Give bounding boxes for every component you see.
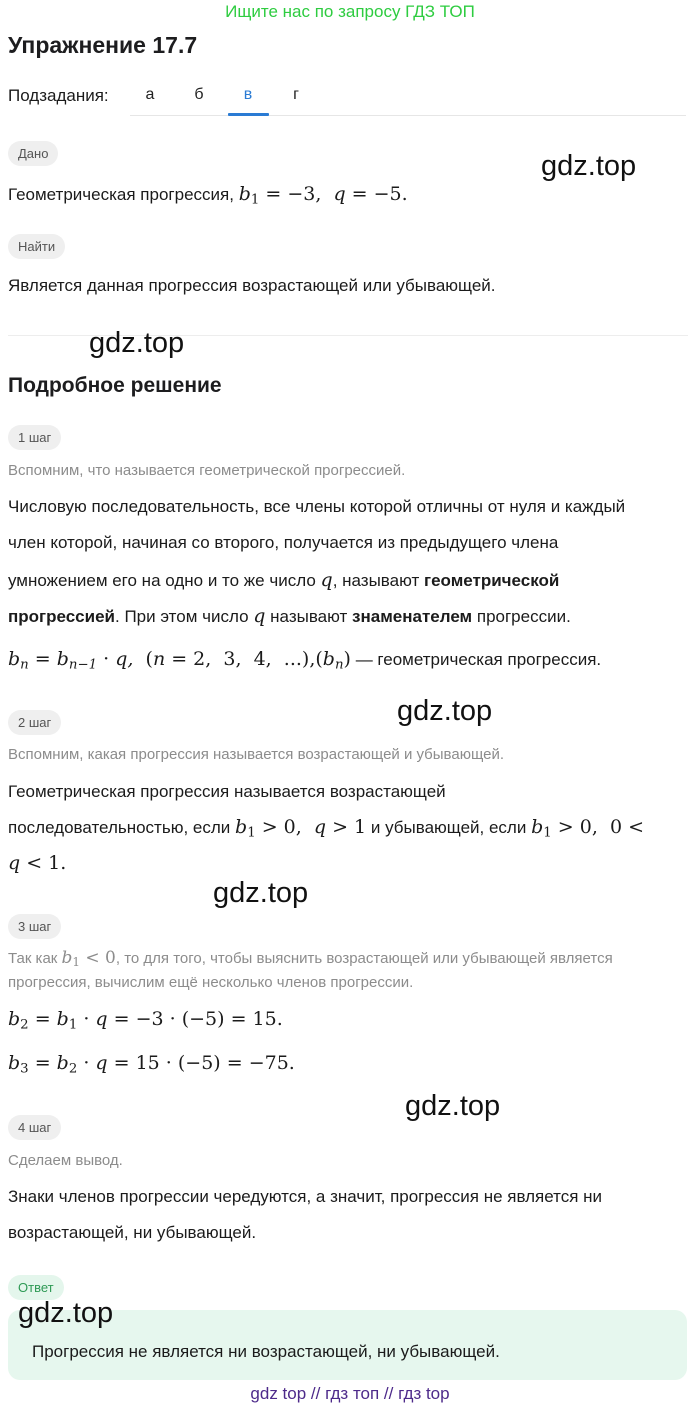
tab-v[interactable]: в (243, 86, 253, 103)
active-tab-indicator (228, 113, 269, 116)
step-2-pill: 2 шаг (8, 710, 61, 735)
watermark: gdz.top (397, 695, 493, 727)
watermark: gdz.top (405, 1090, 501, 1122)
given-text (8, 183, 408, 207)
step-3-pill: 3 шаг (8, 914, 61, 939)
given-pill: Дано (8, 141, 58, 166)
step-3-hint-a: Так как (8, 950, 58, 967)
step-2-line-3 (8, 852, 66, 874)
step-1-hint: Вспомним, что называется геометрической прогрессией. (8, 462, 406, 479)
term-denominator: знаменателем (352, 607, 473, 626)
step-1-line-3-b: , называют (332, 571, 420, 590)
given-label: Геометрическая прогрессия, (8, 185, 234, 204)
step-4-line-2: возрастающей, ни убывающей. (8, 1223, 257, 1242)
decreasing-condition-a: $b_1 > 0$, 0 < (531, 816, 644, 841)
step-1-line-4-c: прогрессии. (476, 607, 571, 626)
step-2-line-2-b: и убывающей, если (370, 818, 527, 837)
b2-formula: $b_2 = b_1 \cdot q = -3 \cdot (-5) = 15$. (8, 1008, 283, 1033)
step-3-hint-b: , то для того, чтобы выяснить возрастающей или убывающей является (115, 950, 613, 967)
step-3-hint (8, 948, 613, 969)
step-1-line-4-a: . При этом число (115, 607, 249, 626)
step-1-formula-tail: — геометрическая прогрессия. (355, 650, 602, 669)
step-1-line-1: Числовую последовательность, все члены которой отличны от нуля и каждый (8, 497, 626, 516)
step-4-hint: Сделаем вывод. (8, 1152, 123, 1169)
tabs-divider (130, 115, 686, 116)
increasing-condition: $b_1 > 0$, q > 1 (235, 816, 367, 841)
term-progression: прогрессией (8, 607, 115, 626)
b3-formula: $b_3 = b_2 \cdot q = 15 \cdot (-5) = -75$. (8, 1052, 295, 1077)
step-1-pill: 1 шаг (8, 425, 61, 450)
footer-links[interactable]: gdz top // гдз топ // гдз top (250, 1384, 450, 1403)
step-2-line-1: Геометрическая прогрессия называется возрастающей (8, 782, 446, 801)
subtasks-label: Подзадания: (8, 86, 109, 105)
top-banner: Ищите нас по запросу ГДЗ ТОП (225, 2, 475, 21)
step-1-line-4-b: называют (270, 607, 348, 626)
answer-text: Прогрессия не является ни возрастающей, ни убывающей. (32, 1342, 500, 1361)
b1-negative: $b_1 < 0$ (61, 948, 116, 969)
tab-a[interactable]: а (145, 86, 155, 103)
recurrence-formula: $b_n = b_{n-1} \cdot q$, (n = 2, 3, 4, $...),(b_n)$ (8, 648, 351, 673)
answer-pill: Ответ (8, 1275, 64, 1300)
step-2-line-2-a: последовательностью, если (8, 818, 231, 837)
watermark: gdz.top (541, 150, 637, 182)
step-1-line-3-a: умножением его на одно и то же число (8, 571, 316, 590)
step-1-line-4 (8, 605, 571, 627)
decreasing-condition-b: q < 1. (8, 852, 67, 874)
q-symbol: q (320, 569, 333, 591)
solution-title: Подробное решение (8, 374, 222, 397)
watermark: gdz.top (18, 1297, 114, 1329)
step-3-calc-b2 (8, 1008, 283, 1032)
watermark: gdz.top (89, 327, 185, 359)
find-pill: Найти (8, 234, 65, 259)
step-3-hint-line-2: прогрессия, вычислим ещё несколько членов прогрессии. (8, 974, 414, 991)
page-title: Упражнение 17.7 (8, 32, 198, 58)
watermark: gdz.top (213, 877, 309, 909)
step-2-hint: Вспомним, какая прогрессия называется возрастающей и убывающей. (8, 746, 505, 763)
step-1-formula (8, 648, 601, 672)
q-symbol: q (253, 605, 266, 627)
step-2-line-2 (8, 816, 644, 840)
tab-b[interactable]: б (194, 86, 204, 103)
given-formula: $b_1 = -3$, q = −5. (238, 183, 408, 208)
step-1-line-3 (8, 569, 559, 591)
step-4-pill: 4 шаг (8, 1115, 61, 1140)
step-4-line-1: Знаки членов прогрессии чередуются, а значит, прогрессия не является ни (8, 1187, 603, 1206)
tab-g[interactable]: г (293, 86, 299, 103)
step-1-line-2: член которой, начиная со второго, получается из предыдущего члена (8, 533, 559, 552)
step-3-calc-b3 (8, 1052, 295, 1076)
find-text: Является данная прогрессия возрастающей или убывающей. (8, 276, 496, 295)
term-geometric: геометрической (424, 571, 560, 590)
